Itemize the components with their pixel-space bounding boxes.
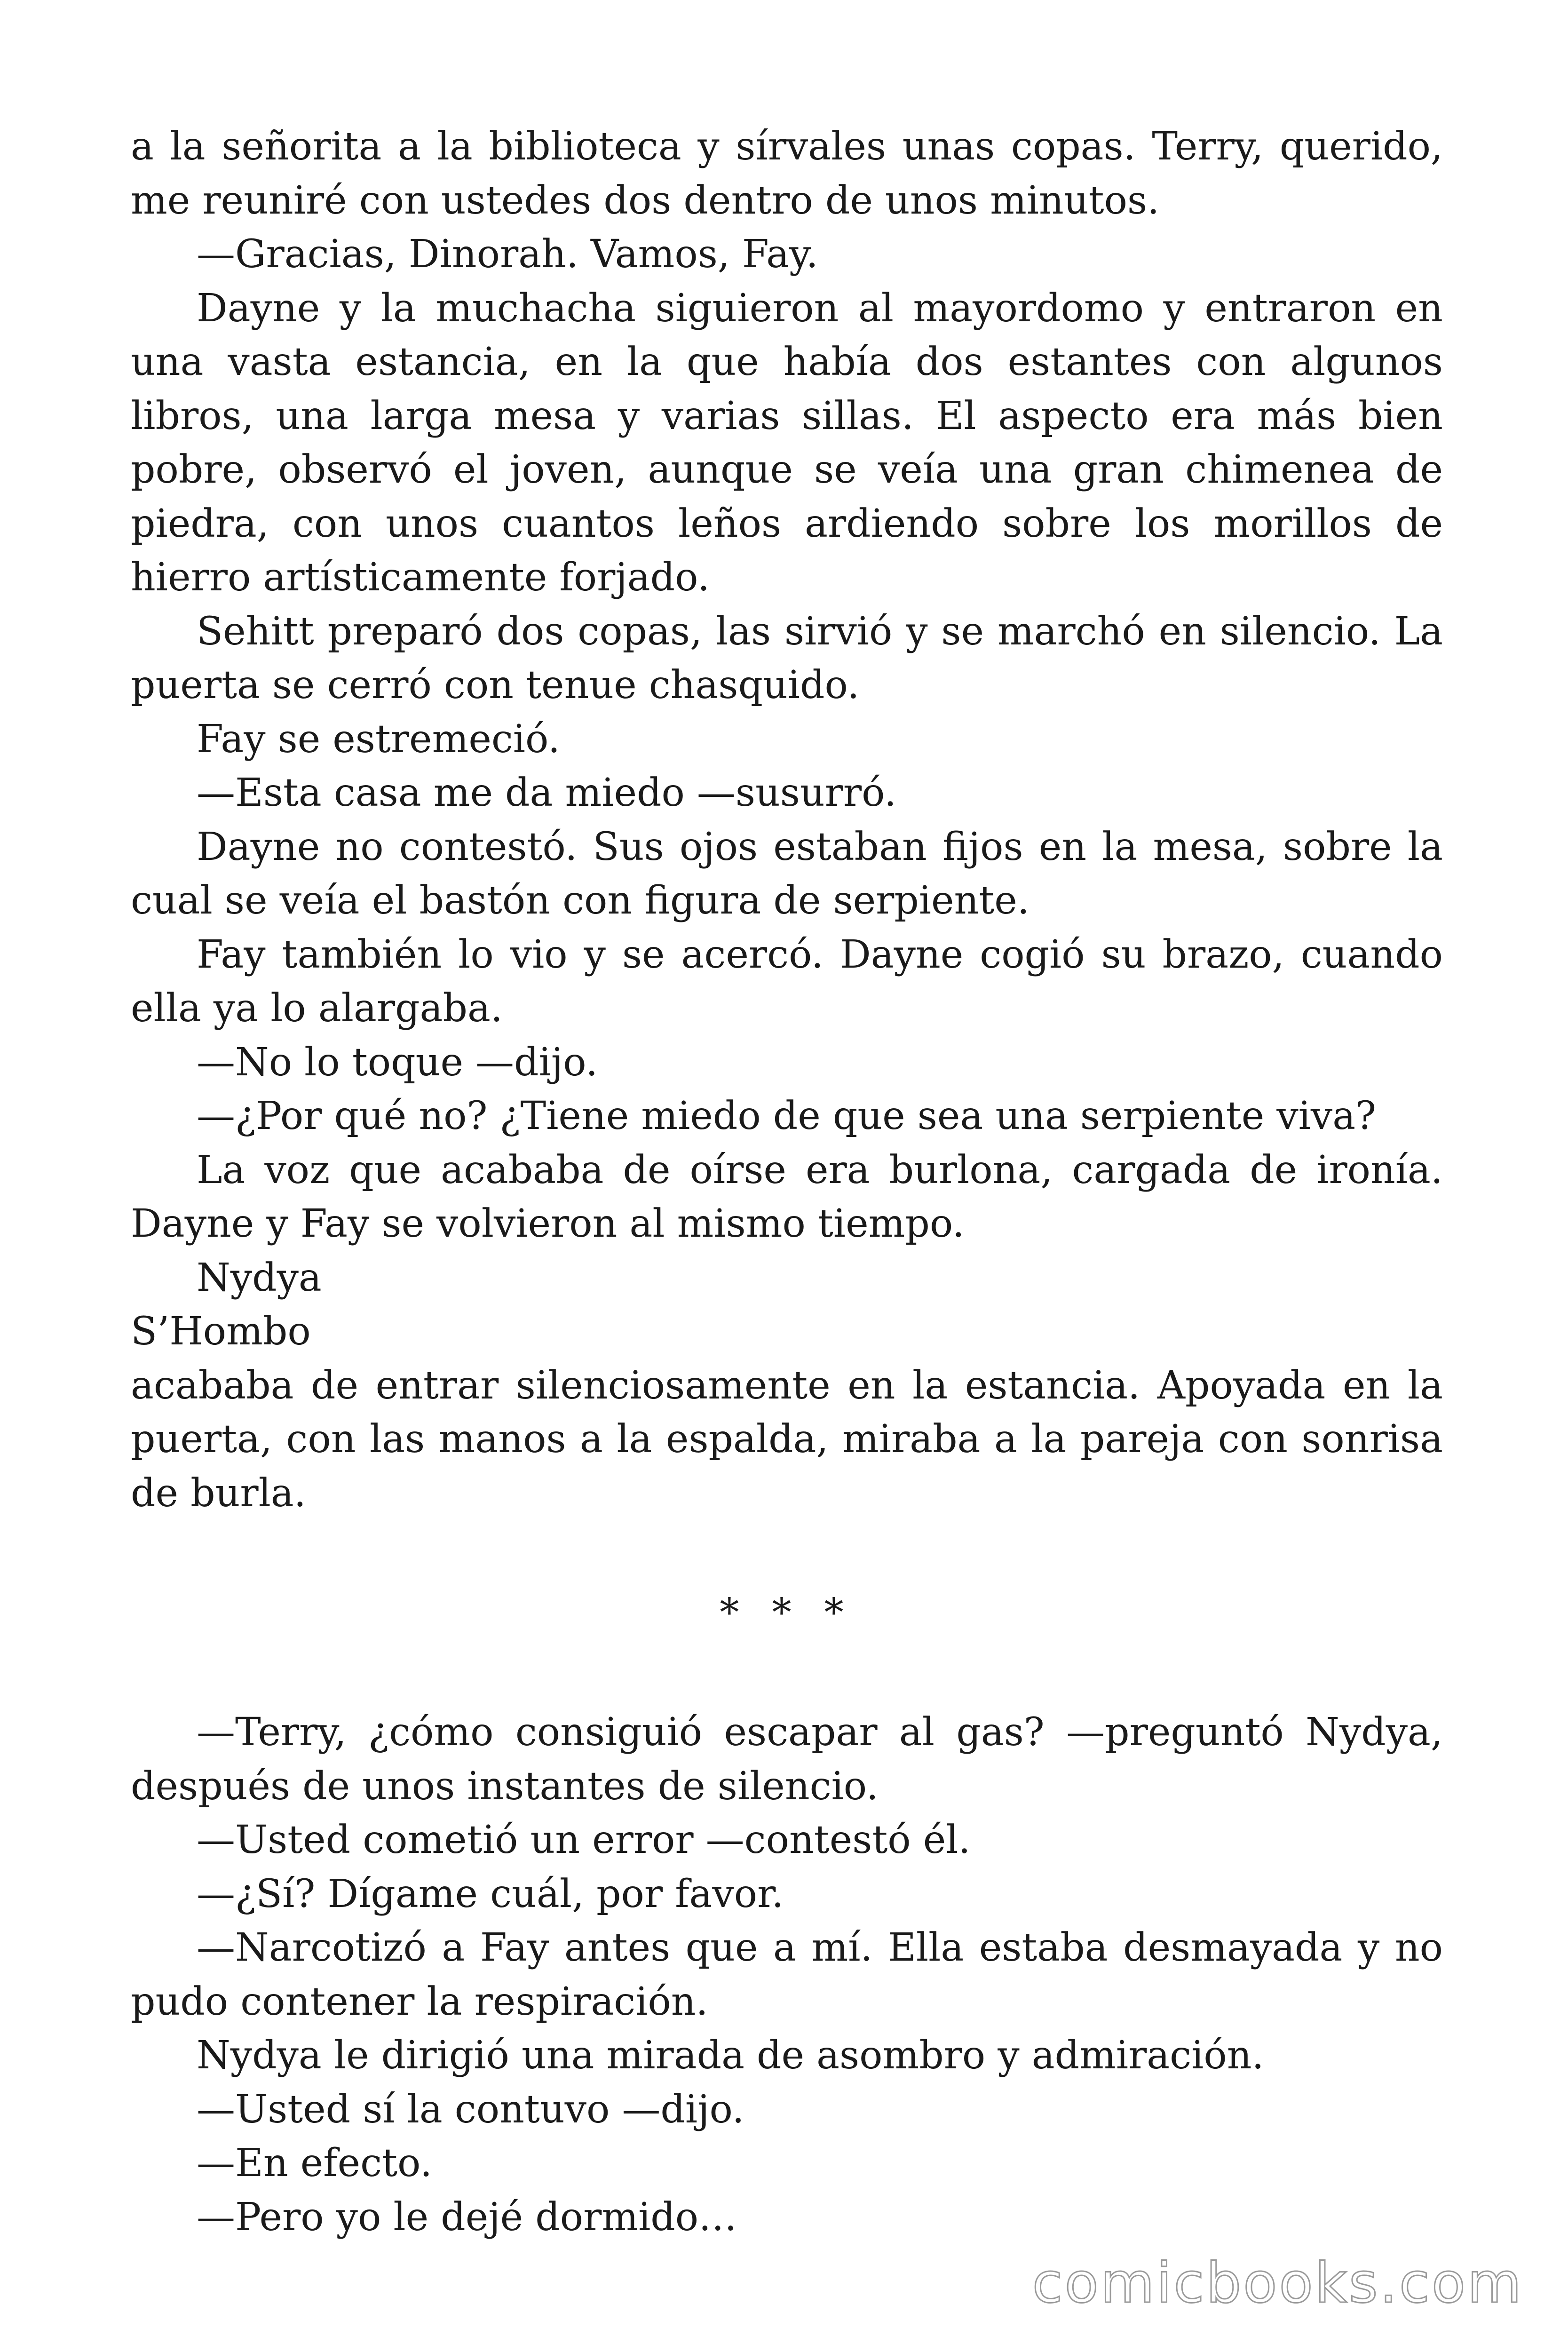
- paragraph: Fay se estremeció.: [197, 716, 560, 762]
- paragraph: Fay también lo vio y se acercó. Dayne cogió su brazo, cuando ella ya lo alargaba.: [131, 932, 1443, 1031]
- paragraph: —Narcotizó a Fay antes que a mí. Ella estaba desmayada y no pudo contener la respiración.: [131, 1925, 1443, 2024]
- paragraph: —Gracias, Dinorah. Vamos, Fay.: [197, 232, 818, 277]
- paragraph: —¿Por qué no? ¿Tiene miedo de que sea una serpiente viva?: [197, 1094, 1377, 1138]
- paragraph: Dayne no contestó. Sus ojos estaban fijos en la mesa, sobre la cual se veía el bastón con figura de serpiente.: [131, 824, 1443, 923]
- paragraph: a la señorita a la biblioteca y sírvales unas copas. Terry, querido, me reuniré con ustedes dos dentro de unos minutos.: [131, 124, 1443, 223]
- paragraph: Sehitt preparó dos copas, las sirvió y se marchó en silencio. La puerta se cerró con tenue chasquido.: [131, 609, 1443, 707]
- text-block-bottom: [131, 1706, 1443, 2244]
- paragraph: acababa de entrar silenciosamente en la estancia. Apoyada en la puerta, con las manos a la espalda, miraba a la pareja con sonrisa de burla.: [131, 1363, 1443, 1516]
- paragraph: La voz que acababa de oírse era burlona, cargada de ironía. Dayne y Fay se volvieron al mismo tiempo.: [131, 1147, 1443, 1246]
- paragraph: —Terry, ¿cómo consiguió escapar al gas? —preguntó Nydya, después de unos instantes de silencio.: [131, 1710, 1443, 1809]
- watermark: comicbooks.com: [1032, 2250, 1523, 2315]
- paragraph: —En efecto.: [197, 2141, 433, 2185]
- paragraph: —¿Sí? Dígame cuál, por favor.: [197, 1871, 784, 1916]
- text-block-top: [131, 120, 1443, 1520]
- paragraph: Nydya le dirigió una mirada de asombro y admiración.: [197, 2033, 1264, 2078]
- paragraph: S’Hombo: [131, 1309, 311, 1354]
- book-page: [131, 120, 1443, 2244]
- paragraph: —Usted sí la contuvo —dijo.: [197, 2087, 744, 2132]
- scene-separator: * * *: [720, 1590, 854, 1635]
- paragraph: Dayne y la muchacha siguieron al mayordomo y entraron en una vasta estancia, en la que había dos estantes con algunos libros, una larga mesa y varias sillas. El aspecto era más bien pobre, observó el joven, aunque se veía una gran chimenea de piedra, con unos cuantos leños ardiendo sobre los morillos de hierro artísticamente forjado.: [131, 286, 1443, 600]
- paragraph: Nydya: [197, 1255, 322, 1300]
- paragraph: —Pero yo le dejé dormido…: [197, 2194, 737, 2240]
- paragraph: —Esta casa me da miedo —susurró.: [197, 771, 897, 815]
- paragraph: —Usted cometió un error —contestó él.: [197, 1818, 971, 1862]
- paragraph: —No lo toque —dijo.: [197, 1040, 598, 1085]
